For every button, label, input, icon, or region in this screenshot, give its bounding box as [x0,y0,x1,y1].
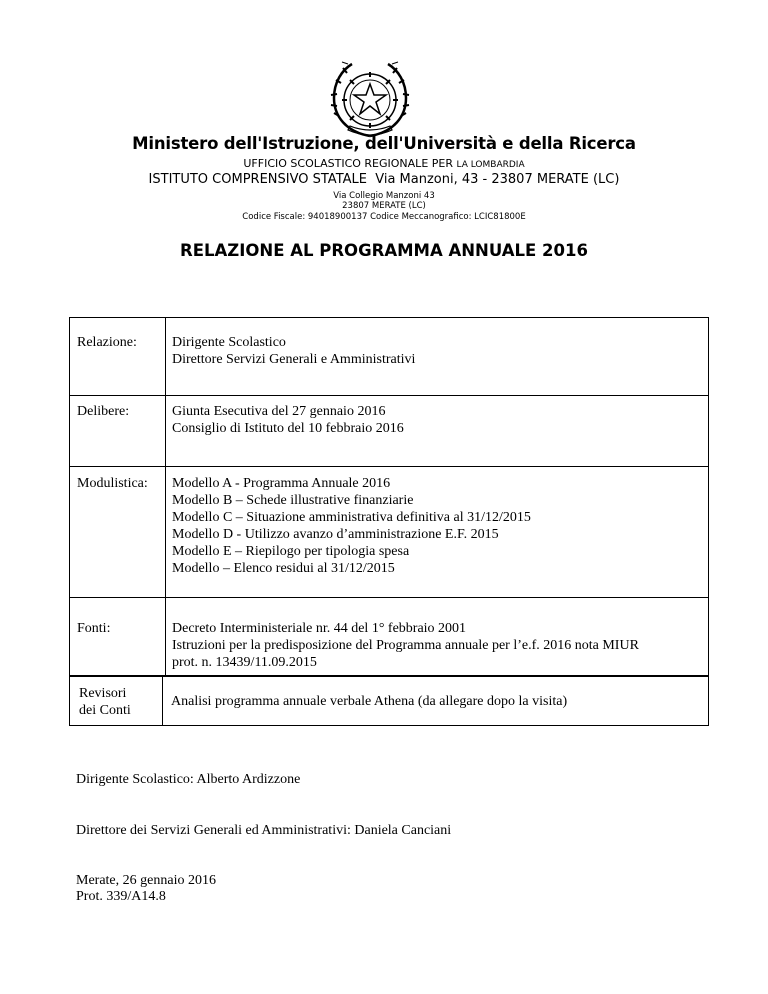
address-line-1: Via Collegio Manzoni 43 [333,191,435,201]
table-row-relazione [70,318,709,396]
row-value [166,598,709,676]
table-row-fonti [70,598,709,676]
row-line: Modello A - Programma Annuale 2016 [172,476,391,491]
row-line: Dirigente Scolastico [172,335,286,350]
direttore-signature: Direttore dei Servizi Generali ed Amministrativi: Daniela Canciani [76,823,452,838]
revisori-table [69,676,709,726]
republic-emblem-icon [330,58,410,140]
row-value: Analisi programma annuale verbale Athena (da allegare dopo la visita) [171,694,568,709]
table-row-delibere [70,396,709,467]
row-label: Fonti: [70,598,166,676]
protocol-number: Prot. 339/A14.8 [76,889,166,904]
table-row-modulistica [70,467,709,598]
row-line: Modello D - Utilizzo avanzo d’amministrazione E.F. 2015 [172,527,499,542]
row-value [166,467,709,598]
row-label: Delibere: [70,396,166,467]
document-title: RELAZIONE AL PROGRAMMA ANNUALE 2016 [180,241,588,260]
address-line-2: 23807 MERATE (LC) [342,201,426,211]
regional-office [0,157,768,170]
row-line: Modello – Elenco residui al 31/12/2015 [172,561,395,576]
row-label [70,677,163,726]
table-row-revisori [70,677,709,726]
ministry-name: Ministero dell'Istruzione, dell'Università e della Ricerca [132,134,636,153]
row-line: Decreto Interministeriale nr. 44 del 1° febbraio 2001 [172,621,467,636]
row-line: prot. n. 13439/11.09.2015 [172,655,317,670]
regional-office-main: UFFICIO SCOLASTICO REGIONALE PER [243,157,453,170]
row-line: Direttore Servizi Generali e Amministrativi [172,352,416,367]
fiscal-codes: Codice Fiscale: 94018900137 Codice Meccanografico: LCIC81800E [242,212,526,222]
row-line: Consiglio di Istituto del 10 febbraio 2016 [172,421,404,436]
row-line: Modello C – Situazione amministrativa definitiva al 31/12/2015 [172,510,531,525]
row-label-line: Revisori [79,686,127,701]
row-line: Modello B – Schede illustrative finanziarie [172,493,414,508]
row-value [166,396,709,467]
dirigente-signature: Dirigente Scolastico: Alberto Ardizzone [76,772,301,787]
row-label: Modulistica: [70,467,166,598]
regional-office-region: LA LOMBARDIA [456,160,525,170]
row-line: Giunta Esecutiva del 27 gennaio 2016 [172,404,386,419]
summary-table [69,317,709,676]
row-line: Modello E – Riepilogo per tipologia spesa [172,544,410,559]
institute-name: ISTITUTO COMPRENSIVO STATALE Via Manzoni, 43 - 23807 MERATE (LC) [148,172,620,187]
row-label-line: dei Conti [79,703,131,718]
row-label: Relazione: [70,318,166,396]
row-line: Istruzioni per la predisposizione del Programma annuale per l’e.f. 2016 nota MIUR [172,638,639,653]
row-value [166,318,709,396]
place-date: Merate, 26 gennaio 2016 [76,873,216,888]
